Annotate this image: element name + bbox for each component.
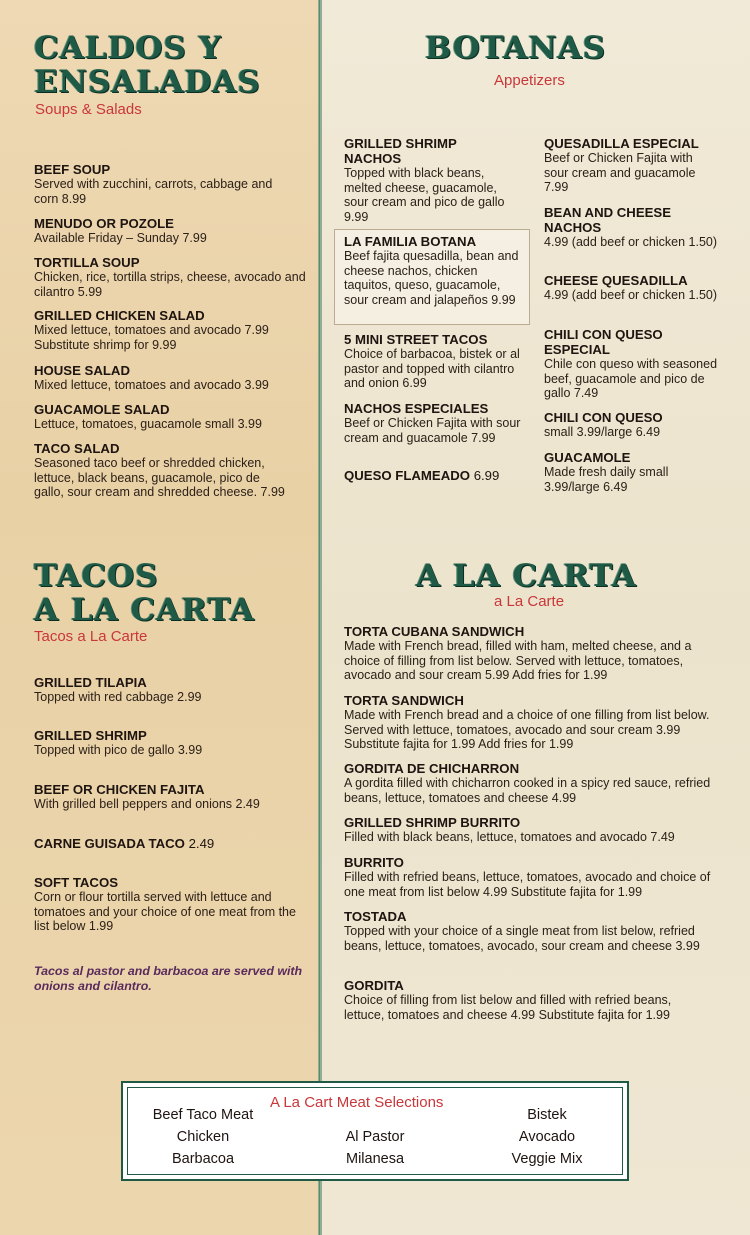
appetizer-item-name: GRILLED SHRIMP NACHOS — [344, 136, 457, 166]
botanas-title: BOTANAS — [425, 30, 606, 66]
appetizer-item-desc: Beef or Chicken Fajita with sour cream and guacamole 7.99 — [544, 151, 696, 195]
appetizer-item-desc: Chile con queso with seasoned beef, guacamole and pico de gallo 7.49 — [544, 357, 718, 401]
appetizer-item-desc: Beef fajita quesadilla, bean and cheese nachos, chicken taquitos, queso, guacamole, sour cream and jalapeños 9.99 — [344, 249, 519, 308]
tacos-note: Tacos al pastor and barbacoa are served with onions and cilantro. — [34, 964, 303, 993]
carta-item-name: TOSTADA — [344, 909, 407, 924]
meat-option: Barbacoa — [171, 1151, 235, 1167]
taco-item-name: CARNE GUISADA TACO 2.49 — [34, 836, 215, 851]
appetizer-item-name: LA FAMILIA BOTANA — [344, 234, 477, 249]
soups-subtitle: Soups & Salads — [35, 101, 142, 118]
taco-item-desc: With grilled bell peppers and onions 2.49 — [34, 797, 260, 811]
soup-item-desc: Mixed lettuce, tomatoes and avocado 3.99 — [34, 378, 269, 392]
meat-option: Veggie Mix — [511, 1151, 583, 1167]
soup-item-desc: Served with zucchini, carrots, cabbage and corn 8.99 — [34, 177, 273, 206]
taco-item-name: GRILLED SHRIMP — [34, 728, 147, 743]
meat-option: Beef Taco Meat — [152, 1107, 254, 1123]
carta-item-desc: Made with French bread and a choice of one filling from list below. Served with lettuce, tomatoes, avocado and sour cream 3.99 Substitute fajita for 1.99 Add fries for 1.99 — [344, 708, 710, 752]
soup-item-desc: Lettuce, tomatoes, guacamole small 3.99 — [34, 417, 262, 431]
appetizer-item-name: BEAN AND CHEESE NACHOS — [544, 205, 672, 235]
soup-item-name: TACO SALAD — [34, 441, 120, 456]
appetizer-item-name: CHILI CON QUESO ESPECIAL — [544, 327, 663, 357]
appetizer-item-price: 6.99 — [473, 468, 500, 483]
meat-option: Milanesa — [345, 1151, 405, 1167]
soup-item-desc: Mixed lettuce, tomatoes and avocado 7.99 Substitute shrimp for 9.99 — [34, 323, 269, 352]
appetizer-item-desc: 4.99 (add beef or chicken 1.50) — [544, 235, 718, 249]
carta-item-desc: Filled with black beans, lettuce, tomatoes and avocado 7.49 — [344, 830, 675, 844]
soups-title-line2: ENSALADAS — [34, 64, 261, 100]
taco-item-desc: Topped with pico de gallo 3.99 — [34, 743, 203, 757]
appetizer-item-name: 5 MINI STREET TACOS — [344, 332, 488, 347]
meat-option: Al Pastor — [345, 1129, 405, 1145]
carta-item-desc: Choice of filling from list below and filled with refried beans, lettuce, tomatoes and cheese 4.99 Substitute fajita for 1.99 — [344, 993, 672, 1022]
carta-title: A LA CARTA — [416, 558, 637, 594]
carta-item-name: GORDITA — [344, 978, 404, 993]
carta-item-name: BURRITO — [344, 855, 404, 870]
appetizer-item-desc: Topped with black beans, melted cheese, guacamole, sour cream and pico de gallo 9.99 — [344, 166, 505, 225]
tacos-title-line2: A LA CARTA — [34, 592, 255, 628]
meat-option: Avocado — [518, 1129, 576, 1145]
appetizer-item-desc: Choice of barbacoa, bistek or al pastor and topped with cilantro and onion 6.99 — [344, 347, 520, 391]
tacos-title-line1: TACOS — [34, 558, 159, 594]
appetizer-item-name: QUESADILLA ESPECIAL — [544, 136, 699, 151]
appetizer-item-name: QUESO FLAMEADO 6.99 — [344, 468, 500, 483]
carta-item-name: TORTA SANDWICH — [344, 693, 464, 708]
carta-item-name: GORDITA DE CHICHARRON — [344, 761, 520, 776]
soup-item-name: GRILLED CHICKEN SALAD — [34, 308, 205, 323]
soup-item-name: HOUSE SALAD — [34, 363, 130, 378]
meat-option: Chicken — [176, 1129, 230, 1145]
carta-item-name: TORTA CUBANA SANDWICH — [344, 624, 525, 639]
meat-selections-title: A La Cart Meat Selections — [270, 1094, 444, 1111]
soup-item-desc: Available Friday – Sunday 7.99 — [34, 231, 207, 245]
carta-item-desc: A gordita filled with chicharron cooked in a spicy red sauce, refried beans, lettuce, tomatoes and cheese 4.99 — [344, 776, 711, 805]
appetizer-item-name: CHILI CON QUESO — [544, 410, 663, 425]
carta-item-desc: Topped with your choice of a single meat from list below, refried beans, lettuce, tomatoes, avocado, sour cream and cheese 3.99 — [344, 924, 700, 953]
soup-item-desc: Chicken, rice, tortilla strips, cheese, avocado and cilantro 5.99 — [34, 270, 306, 299]
tacos-subtitle: Tacos a La Carte — [34, 628, 148, 645]
taco-item-name: GRILLED TILAPIA — [34, 675, 147, 690]
carta-item-desc: Made with French bread, filled with ham, melted cheese, and a choice of filling from list below. Served with lettuce, tomatoes, avocado and sour cream 5.99 Add fries for 1.99 — [344, 639, 692, 683]
appetizer-item-desc: Made fresh daily small 3.99/large 6.49 — [544, 465, 669, 494]
botanas-subtitle: Appetizers — [494, 72, 565, 89]
taco-item-desc: Corn or flour tortilla served with lettuce and tomatoes and your choice of one meat from the list below 1.99 — [34, 890, 296, 934]
meat-option: Bistek — [527, 1107, 567, 1123]
soup-item-name: GUACAMOLE SALAD — [34, 402, 170, 417]
soup-item-name: BEEF SOUP — [34, 162, 111, 177]
soup-item-desc: Seasoned taco beef or shredded chicken, lettuce, black beans, guacamole, pico de gallo, sour cream and shredded cheese. 7.99 — [34, 456, 285, 500]
carta-subtitle: a La Carte — [494, 593, 565, 610]
appetizer-item-desc: Beef or Chicken Fajita with sour cream and guacamole 7.99 — [344, 416, 521, 445]
carta-item-name: GRILLED SHRIMP BURRITO — [344, 815, 521, 830]
taco-item-price: 2.49 — [188, 836, 215, 851]
appetizer-item-desc: 4.99 (add beef or chicken 1.50) — [544, 288, 718, 302]
soup-item-name: TORTILLA SOUP — [34, 255, 140, 270]
taco-item-name: SOFT TACOS — [34, 875, 119, 890]
taco-item-name: BEEF OR CHICKEN FAJITA — [34, 782, 205, 797]
appetizer-item-name: CHEESE QUESADILLA — [544, 273, 688, 288]
carta-item-desc: Filled with refried beans, lettuce, tomatoes, avocado and choice of one meat from list below 4.99 Substitute fajita for 1.99 — [344, 870, 711, 899]
taco-item-desc: Topped with red cabbage 2.99 — [34, 690, 202, 704]
appetizer-item-desc: small 3.99/large 6.49 — [544, 425, 661, 439]
appetizer-item-name: GUACAMOLE — [544, 450, 631, 465]
column-divider-line — [319, 0, 320, 1235]
soups-title-line1: CALDOS Y — [34, 30, 222, 66]
appetizer-item-name: NACHOS ESPECIALES — [344, 401, 489, 416]
soup-item-name: MENUDO OR POZOLE — [34, 216, 174, 231]
